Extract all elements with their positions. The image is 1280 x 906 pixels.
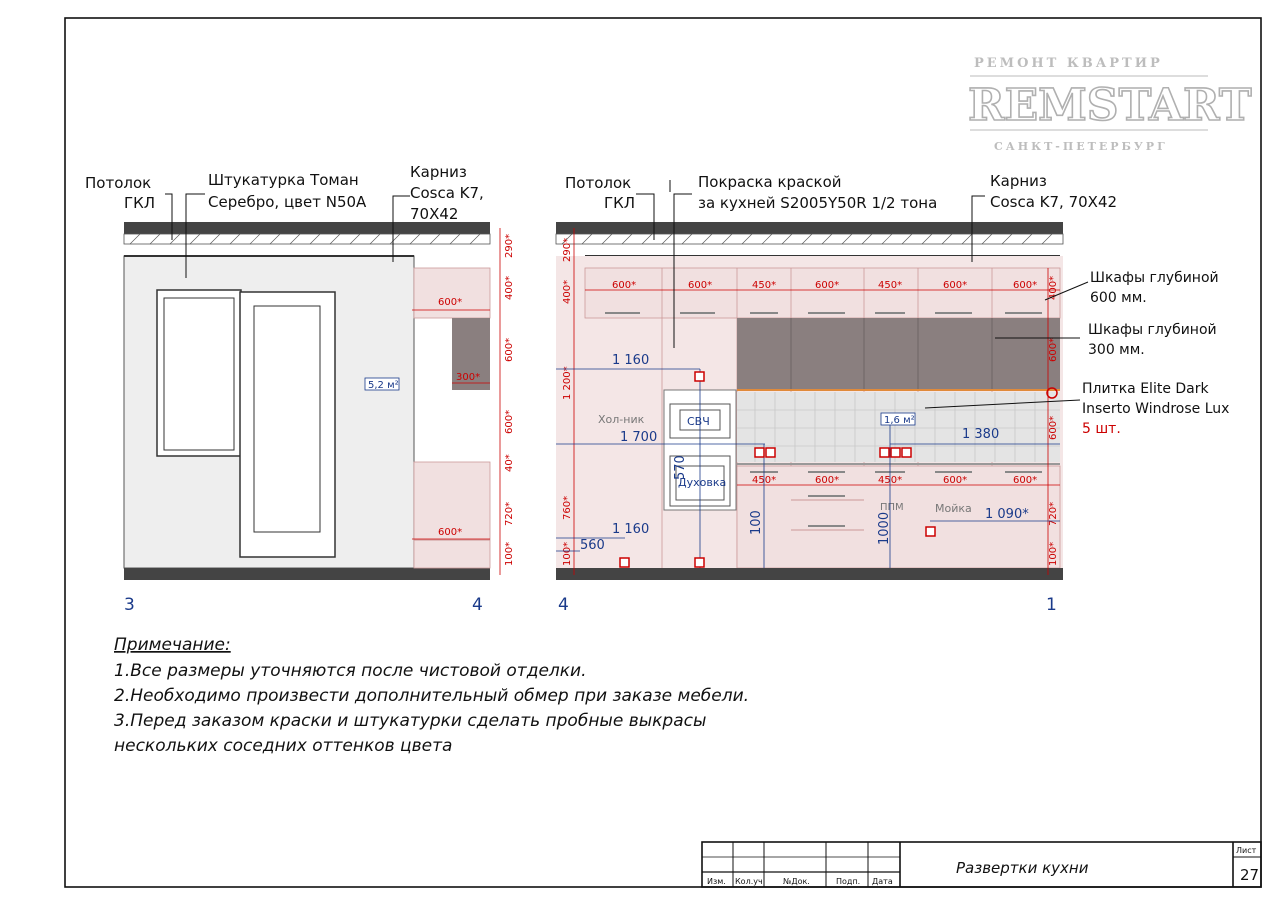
right-view-blue-dims-d1160b-text: 1 160	[612, 522, 650, 537]
right-view-labels-cornice2-text: Cosca K7, 70X42	[990, 193, 1118, 211]
right-view-vdims-right-3-text: 720*	[1048, 501, 1059, 526]
left-view-vdims-5-text: 720*	[504, 501, 515, 526]
right-view-labels-tile2-text: Inserto Windrose Lux	[1082, 401, 1230, 417]
right-view-top-dims-1-text: 600*	[688, 280, 713, 291]
left-view-vdims-3-text: 600*	[504, 409, 515, 434]
title-block-cols-4-text: Дата	[872, 877, 893, 886]
right-view-bottom-dims-0-text: 450*	[752, 475, 777, 486]
logo-city-text: САНКТ-ПЕТЕРБУРГ	[994, 140, 1168, 153]
right-view-labels-cab600-2-text: 600 мм.	[1090, 290, 1147, 306]
logo-line1-text: РЕМОНТ КВАРТИР	[974, 56, 1163, 71]
left-view-area-text: 5,2 м²	[368, 380, 399, 391]
left-view-labels-ceiling2-text: ГКЛ	[124, 194, 156, 212]
right-view-vdims-right-1-text: 600*	[1048, 337, 1059, 362]
title-block-cols-0-text: Изм.	[707, 877, 726, 886]
right-view-blue-dims-d1700-text: 1 700	[620, 430, 658, 445]
sheet-number: 27	[1240, 866, 1260, 884]
right-view-area-text: 1,6 м²	[884, 415, 915, 426]
right-view-top-dims-6-text: 600*	[1013, 280, 1038, 291]
left-view-vdims-2-text: 600*	[504, 337, 515, 362]
title-block-cols-1-text: Кол.уч.	[735, 877, 766, 886]
axis-label-1: 1	[1046, 595, 1057, 615]
oven-label: Духовка	[678, 476, 727, 489]
sink-label: Мойка	[935, 502, 972, 515]
axis-label-4: 4	[472, 595, 483, 615]
sheet-title: Развертки кухни	[956, 859, 1089, 877]
right-view-vdims-left-0-text: 290*	[562, 237, 573, 262]
right-view-blue-dims-d100-text: 100	[749, 510, 764, 535]
left-view-vdims-1-text: 400*	[504, 275, 515, 300]
left-view-vdims-4-text: 40*	[504, 454, 515, 472]
right-view-bottom-dims-1-text: 600*	[815, 475, 840, 486]
right-view-top-dims-4-text: 450*	[878, 280, 903, 291]
right-view-labels-cab300-2-text: 300 мм.	[1088, 342, 1145, 358]
title-block-cols-3-text: Подп.	[836, 877, 861, 886]
left-view-dims-w300-text: 300*	[456, 372, 481, 383]
notes-title-text: Примечание:	[114, 635, 231, 655]
right-view-top-dims-5-text: 600*	[943, 280, 968, 291]
logo-brand-text: REMSTART	[968, 80, 1252, 131]
axis-label-3: 3	[124, 595, 135, 615]
right-view-blue-dims-d1090-text: 1 090*	[985, 507, 1029, 522]
right-view-blue-dims-d560-text: 560	[580, 538, 605, 553]
left-view-vdims-6-text: 100*	[504, 541, 515, 566]
left-view-vdims-0-text: 290*	[504, 233, 515, 258]
right-view-labels-paint1-text: Покраска краской	[698, 173, 842, 191]
notes-items-0-text: 1.Все размеры уточняются после чистовой отделки.	[114, 661, 587, 681]
right-view-bottom-dims-4-text: 600*	[1013, 475, 1038, 486]
left-view-dims-w600a-text: 600*	[438, 297, 463, 308]
right-view-top-dims-3-text: 600*	[815, 280, 840, 291]
left-view-labels-cornice1-text: Карниз	[410, 163, 467, 181]
right-view-vdims-left-1-text: 400*	[562, 279, 573, 304]
right-view-blue-dims-d1160a-text: 1 160	[612, 353, 650, 368]
left-view-dims-w600b-text: 600*	[438, 527, 463, 538]
right-view-labels-ceiling-text: Потолок	[565, 174, 632, 192]
left-view-labels-cornice2-text: Cosca K7,	[410, 184, 484, 202]
right-view-labels-cab300-1-text: Шкафы глубиной	[1088, 322, 1217, 338]
right-view-labels-paint2-text: за кухней S2005Y50R 1/2 тона	[698, 194, 938, 212]
right-view-bottom-dims-2-text: 450*	[878, 475, 903, 486]
right-view-vdims-right-2-text: 600*	[1048, 415, 1059, 440]
left-view-labels-ceiling-text: Потолок	[85, 174, 152, 192]
left-view-labels-plaster1-text: Штукатурка Томан	[208, 171, 359, 189]
right-view-labels-tile3-text: 5 шт.	[1082, 421, 1121, 437]
right-view-top-dims-2-text: 450*	[752, 280, 777, 291]
dishwasher-label: ППМ	[880, 502, 904, 513]
right-view-vdims-right-0-text: 400*	[1048, 275, 1059, 300]
right-view-labels-cab600-1-text: Шкафы глубиной	[1090, 270, 1219, 286]
right-view-labels-cornice1-text: Карниз	[990, 172, 1047, 190]
right-view-labels-tile1-text: Плитка Elite Dark	[1082, 381, 1209, 397]
notes-items-3-text: нескольких соседних оттенков цвета	[114, 736, 453, 756]
right-view-vdims-right-4-text: 100*	[1048, 541, 1059, 566]
right-view-blue-dims-d1000-text: 1000	[877, 511, 892, 545]
right-view-labels-ceiling2-text: ГКЛ	[604, 194, 636, 212]
right-view-top-dims-0-text: 600*	[612, 280, 637, 291]
microwave-label: СВЧ	[687, 415, 710, 428]
right-view-bottom-dims-3-text: 600*	[943, 475, 968, 486]
axis-label-4b: 4	[558, 595, 569, 615]
left-view-labels-plaster2-text: Серебро, цвет N50A	[208, 193, 367, 211]
fridge-label: Хол-ник	[598, 413, 645, 426]
left-view-labels-cornice3-text: 70X42	[410, 205, 459, 223]
notes-items-2-text: 3.Перед заказом краски и штукатурки сделать пробные выкрасы	[114, 711, 707, 731]
title-block-cols-2-text: №Док.	[783, 877, 810, 886]
notes-items-1-text: 2.Необходимо произвести дополнительный обмер при заказе мебели.	[114, 686, 750, 706]
right-view-vdims-left-3-text: 760*	[562, 495, 573, 520]
title-block-sheet-label-text: Лист	[1236, 846, 1257, 855]
right-view-blue-dims-d1380-text: 1 380	[962, 427, 1000, 442]
right-view-blue-dims-d570-text: 570	[673, 455, 688, 480]
right-view-vdims-left-2-text: 1 200*	[562, 366, 573, 400]
right-view-vdims-left-4-text: 100*	[562, 541, 573, 566]
